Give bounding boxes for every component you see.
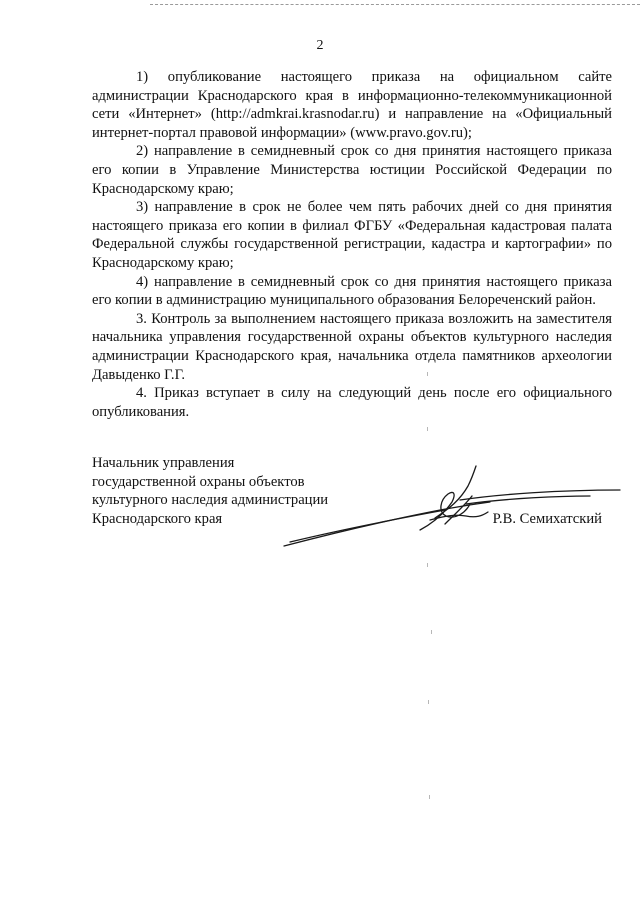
- paragraph-cadastre-copy: 3) направление в срок не более чем пять рабочих дней со дня принятия настоящего приказа его копии в филиал ФГБУ «Федеральная кадастровая палата Федеральной службы государственной регистрации, кадастра и картографии» по Краснодарскому краю;: [92, 199, 612, 271]
- signer-name: Р.В. Семихатский: [492, 510, 602, 527]
- scan-speck: [428, 700, 429, 704]
- scan-speck: [427, 427, 428, 431]
- paragraph-control: 3. Контроль за выполнением настоящего приказа возложить на заместителя начальника управления государственной охраны объектов культурного наследия администрации Краснодарского края, начальника отдела памятников археологии Давыденко Г.Г.: [92, 310, 612, 383]
- scan-speck: [429, 795, 430, 799]
- paragraph-publication: 1) опубликование настоящего приказа на официальном сайте администрации Краснодарского края в информационно-телекоммуникационной сети «Интернет» (http://admkrai.krasnodar.ru) и направление на «Официальный интернет-портал правовой информации» (www.pravo.gov.ru);: [92, 69, 612, 141]
- handwritten-signature: [270, 460, 630, 560]
- page-number: 2: [316, 38, 324, 53]
- scan-speck: [427, 372, 428, 376]
- signer-position-line: Краснодарского края: [92, 510, 223, 527]
- paragraph-municipality-copy: 4) направление в семидневный срок со дня принятия настоящего приказа его копии в администрацию муниципального образования Белореченский район.: [92, 273, 612, 309]
- scan-speck: [427, 563, 428, 567]
- signer-position-line: культурного наследия администрации: [92, 492, 329, 509]
- scan-speck: [431, 630, 432, 634]
- signer-position-line: государственной охраны объектов: [92, 473, 305, 490]
- top-scan-line: [150, 4, 640, 6]
- paragraph-effective-date: 4. Приказ вступает в силу на следующий день после его официального опубликования.: [92, 385, 612, 420]
- paragraph-ministry-copy: 2) направление в семидневный срок со дня принятия настоящего приказа его копии в Управление Министерства юстиции Российской Федерации по Краснодарскому краю;: [92, 143, 612, 197]
- signer-position-line: Начальник управления: [92, 455, 235, 471]
- document-body: [92, 68, 612, 421]
